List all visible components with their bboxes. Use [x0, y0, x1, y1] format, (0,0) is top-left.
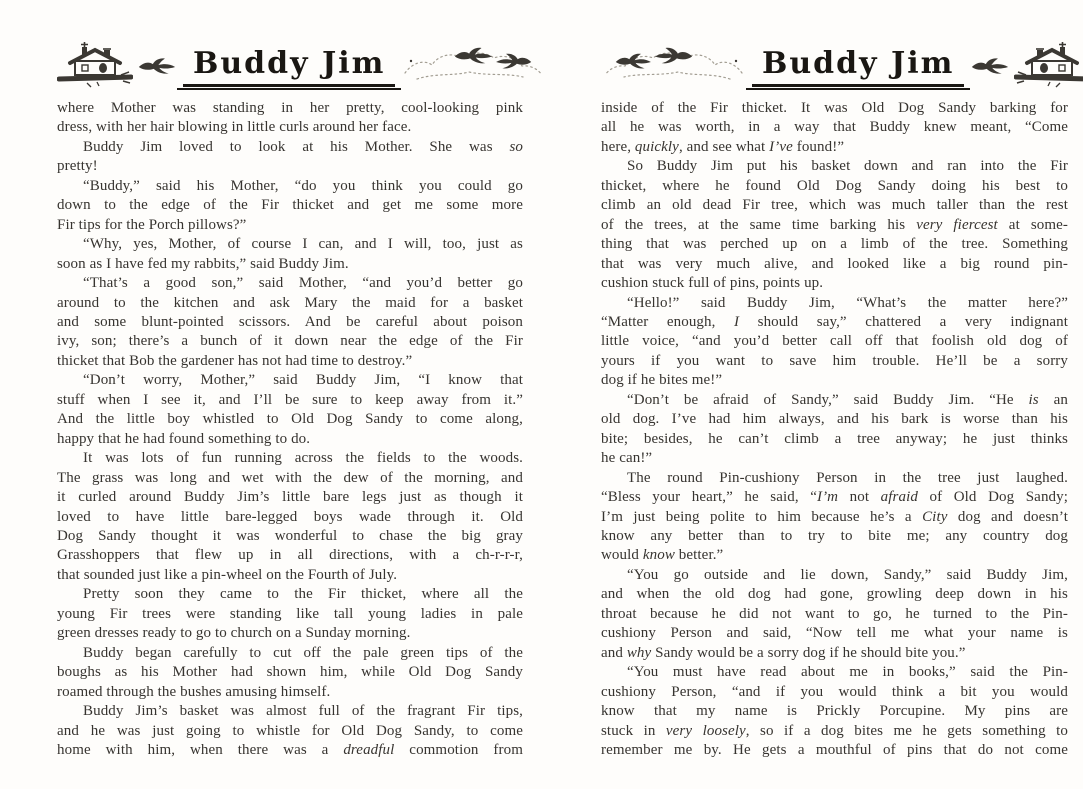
- text-line: Pretty soon they came to the Fir thicket, where all the: [83, 586, 523, 603]
- left-page: [57, 40, 523, 760]
- text-line: remember me by. He gets a mouthful of pins that do not come: [601, 741, 1068, 758]
- text-line: Grasshoppers that flew up in all directions, with a ch-r-r-r,: [57, 547, 523, 564]
- text-line: thing that was perched up on a limb of the tree. Something: [601, 236, 1068, 253]
- text-line: ivy, son; there’s a bunch of it down near the edge of the Fir: [57, 333, 523, 350]
- text-line: cushion stuck full of pins, points up.: [601, 275, 824, 292]
- text-line: The grass was long and wet with the dew of the morning, and: [57, 469, 523, 486]
- text-line: know that my name is Prickly Porcupine. My pins are: [601, 703, 1068, 720]
- text-line: cushiony Person and said, “Now tell me what your name is: [601, 625, 1068, 642]
- text-line: home with him, when there was a dreadful commotion from: [57, 741, 523, 758]
- text-line: it curled around Buddy Jim’s little bare legs just as though it: [57, 489, 523, 506]
- text-line: roamed through the bushes amusing himself.: [57, 683, 331, 700]
- text-line: thicket that Bob the gardener has not had time to destroy.”: [57, 352, 413, 369]
- text-line: Dog Sandy thought it was wonderful to chase the big gray: [57, 527, 523, 544]
- right-page: [601, 40, 1068, 760]
- text-line: cushiony Person, “and if you would think a bit you would: [601, 683, 1068, 700]
- text-line: know any better than to try to bite me; any country dog: [601, 527, 1068, 544]
- text-line: down to the edge of the Fir thicket and get me some more: [57, 197, 523, 214]
- text-line: where Mother was standing in her pretty, cool-looking pink: [57, 100, 523, 116]
- text-line: Buddy Jim’s basket was almost full of the fragrant Fir tips,: [83, 703, 523, 720]
- text-line: “Don’t be afraid of Sandy,” said Buddy Jim. “He is an: [627, 391, 1068, 408]
- text-line: of the trees, at the same time barking his very fiercest at some-: [601, 216, 1068, 233]
- text-line: happy that he had found something to do.: [57, 430, 311, 447]
- text-line: green dresses ready to go to church on a Sunday morning.: [57, 625, 411, 642]
- birdhouse-icon: [57, 42, 133, 90]
- text-line: that was very much alive, and looked like a big round pin-: [601, 255, 1068, 272]
- chapter-title: Buddy Jim: [762, 45, 955, 81]
- text-line: here, quickly, and see what I’ve found!”: [601, 138, 845, 155]
- text-line: bite; besides, he can’t climb a tree anyway; he just thinks: [601, 430, 1068, 447]
- text-line: stuck in very loosely, so if a dog bites me he gets something to: [601, 722, 1069, 739]
- bird-icon: [137, 57, 177, 76]
- text-line: dog if he bites me!”: [601, 372, 723, 389]
- clouds-birds-icon: [401, 43, 546, 89]
- text-line: old dog. I’ve had him always, and his bark is worse than his: [601, 411, 1068, 428]
- text-line: It was lots of fun running across the fields to the woods.: [83, 450, 523, 467]
- text-line: Buddy began carefully to cut off the pale green tips of the: [83, 644, 523, 661]
- clouds-birds-icon: [601, 43, 746, 89]
- bird-icon: [970, 57, 1010, 76]
- text-line: would know better.”: [601, 547, 724, 564]
- text-line: throat because he did not want to go, he turned to the Pin-: [601, 605, 1068, 622]
- page-header: [601, 40, 1068, 92]
- text-line: thicket, where he found Old Dog Sandy doing his best to: [601, 177, 1068, 194]
- text-line: “Bless your heart,” he said, “I’m not afraid of Old Dog Sandy;: [601, 489, 1069, 506]
- text-line: climb an old dead Fir tree, which was much taller than the rest: [601, 197, 1068, 214]
- birdhouse-icon: [1014, 42, 1083, 90]
- text-line: “Don’t worry, Mother,” said Buddy Jim, “I know that: [83, 372, 523, 389]
- text-line: that sounded just like a pin-wheel on the Fourth of July.: [57, 566, 398, 583]
- text-line: around to the kitchen and ask Mary the maid for a basket: [57, 294, 523, 311]
- text-line: “Matter enough, I should say,” chattered a very indignant: [601, 313, 1068, 330]
- text-line: yours if you want to save him trouble. He’ll be a sorry: [601, 352, 1068, 369]
- page-text: [57, 99, 523, 760]
- text-line: and when the old dog had gone, growling deep down in his: [601, 586, 1068, 603]
- text-line: little voice, “and you’d better call off that foolish old dog of: [601, 333, 1068, 350]
- text-line: And the little boy whistled to Old Dog Sandy to come along,: [57, 411, 523, 428]
- text-line: “Hello!” said Buddy Jim, “What’s the matter here?”: [627, 294, 1068, 311]
- text-line: and he was just going to whistle for Old Dog Sandy, to come: [57, 722, 523, 739]
- text-line: stuff when I see it, and I’ll be sure to keep away from it.”: [57, 391, 523, 408]
- text-line: he can!”: [601, 450, 653, 467]
- text-line: young Fir trees were standing like tall young ladies in pale: [57, 605, 523, 622]
- text-line: inside of the Fir thicket. It was Old Dog Sandy barking for: [601, 100, 1068, 116]
- text-line: Buddy Jim loved to look at his Mother. She was so: [83, 138, 523, 155]
- text-line: dress, with her hair blowing in little curls around her face.: [57, 119, 412, 136]
- text-line: and why Sandy would be a sorry dog if he should bite you.”: [601, 644, 966, 661]
- text-line: Fir tips for the Porch pillows?”: [57, 216, 247, 233]
- text-line: all he was worth, in a way that Buddy knew meant, “Come: [601, 119, 1068, 136]
- text-line: pretty!: [57, 158, 98, 175]
- page-text: [601, 99, 1068, 760]
- text-line: and some blunt-pointed scissors. And be careful about poison: [57, 313, 523, 330]
- chapter-title: Buddy Jim: [193, 45, 386, 81]
- page-header: [57, 40, 523, 92]
- text-line: “You must have read about me in books,” said the Pin-: [627, 664, 1068, 681]
- text-line: loved to have little bare-legged boys wade through it. Old: [57, 508, 523, 525]
- text-line: The round Pin-cushiony Person in the tree just laughed.: [627, 469, 1068, 486]
- text-line: “You go outside and lie down, Sandy,” said Buddy Jim,: [627, 566, 1068, 583]
- text-line: “Buddy,” said his Mother, “do you think you could go: [83, 177, 523, 194]
- text-line: soon as I have fed my rabbits,” said Buddy Jim.: [57, 255, 349, 272]
- text-line: So Buddy Jim put his basket down and ran into the Fir: [627, 158, 1068, 175]
- text-line: I’m just being polite to him because he’s a City dog and doesn’t: [601, 508, 1068, 525]
- text-line: “That’s a good son,” said Mother, “and you’d better go: [83, 275, 523, 292]
- text-line: “Why, yes, Mother, of course I can, and I will, too, just as: [83, 236, 523, 253]
- text-line: boughs as his Mother had shown him, while Old Dog Sandy: [57, 664, 523, 681]
